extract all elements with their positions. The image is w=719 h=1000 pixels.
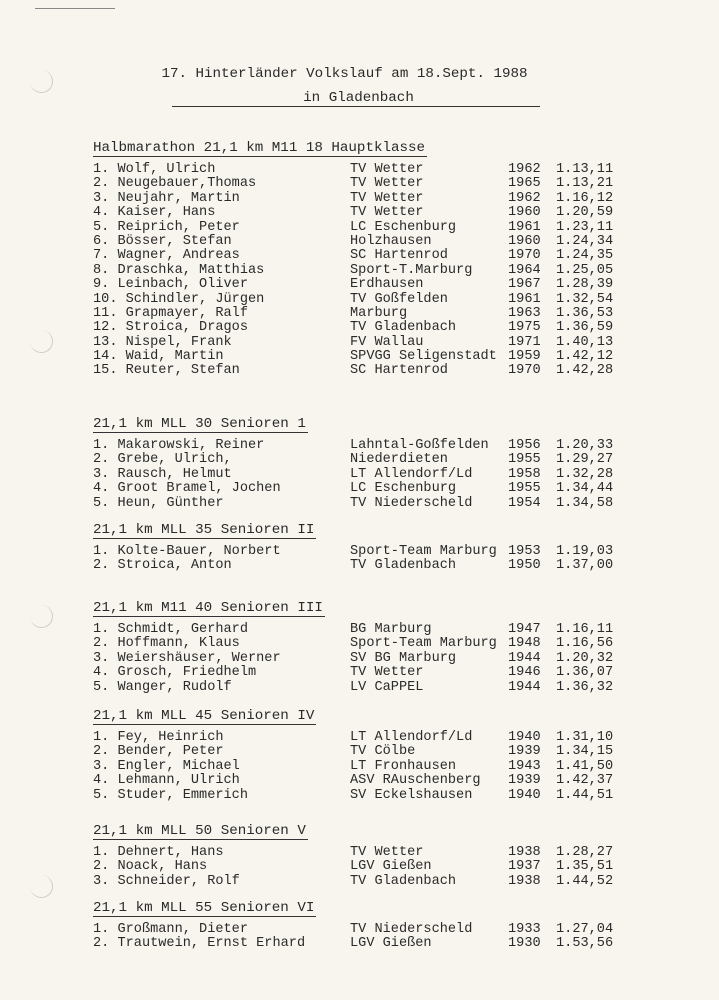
results-list bbox=[93, 439, 653, 511]
result-row bbox=[93, 760, 653, 774]
result-row bbox=[93, 652, 653, 666]
section-heading: 21,1 km MLL 55 Senioren VI bbox=[93, 900, 315, 916]
runner-name: 1. Schmidt, Gerhard bbox=[93, 622, 248, 637]
result-row bbox=[93, 468, 653, 482]
birth-year: 1940 bbox=[508, 730, 541, 745]
result-section bbox=[93, 414, 653, 511]
result-row bbox=[93, 163, 653, 177]
club-name: LT Allendorf/Ld bbox=[350, 730, 473, 745]
birth-year: 1971 bbox=[508, 334, 541, 350]
section-heading: Halbmarathon 21,1 km M11 18 Hauptklasse bbox=[93, 140, 426, 156]
club-name: FV Wallau bbox=[350, 334, 424, 350]
birth-year: 1961 bbox=[508, 219, 541, 235]
runner-name: 5. Wanger, Rudolf bbox=[93, 679, 232, 695]
result-row bbox=[93, 923, 653, 937]
finish-time: 1.20,32 bbox=[556, 650, 614, 666]
birth-year: 1944 bbox=[508, 679, 541, 695]
club-name: TV Wetter bbox=[350, 665, 424, 681]
finish-time: 1.36,53 bbox=[556, 305, 614, 321]
runner-name: 3. Weiershäuser, Werner bbox=[93, 650, 281, 666]
finish-time: 1.13,21 bbox=[556, 176, 614, 192]
result-section bbox=[93, 821, 653, 889]
birth-year: 1947 bbox=[508, 622, 541, 637]
section-heading: 21,1 km M11 40 Senioren III bbox=[93, 600, 323, 616]
birth-year: 1960 bbox=[508, 205, 541, 221]
birth-year: 1963 bbox=[508, 305, 541, 321]
runner-name: 2. Grebe, Ulrich, bbox=[93, 452, 232, 468]
results-list bbox=[93, 846, 653, 889]
birth-year: 1933 bbox=[508, 922, 541, 937]
birth-year: 1944 bbox=[508, 650, 541, 666]
birth-year: 1955 bbox=[508, 452, 541, 468]
section-heading: 21,1 km MLL 30 Senioren 1 bbox=[93, 416, 306, 432]
runner-name: 1. Fey, Heinrich bbox=[93, 730, 224, 745]
club-name: ASV RAuschenberg bbox=[350, 773, 481, 789]
finish-time: 1.34,58 bbox=[556, 495, 614, 511]
birth-year: 1962 bbox=[508, 162, 541, 177]
birth-year: 1956 bbox=[508, 438, 541, 453]
club-name: Erdhausen bbox=[350, 277, 424, 293]
club-name: TV Wetter bbox=[350, 162, 424, 177]
result-row bbox=[93, 789, 653, 803]
runner-name: 3. Neujahr, Martin bbox=[93, 190, 240, 206]
birth-year: 1975 bbox=[508, 320, 541, 336]
runner-name: 5. Heun, Günther bbox=[93, 495, 224, 511]
result-row bbox=[93, 774, 653, 788]
finish-time: 1.36,07 bbox=[556, 665, 614, 681]
birth-year: 1938 bbox=[508, 873, 541, 889]
birth-year: 1959 bbox=[508, 349, 541, 365]
result-row bbox=[93, 278, 653, 292]
result-row bbox=[93, 860, 653, 874]
runner-name: 2. Trautwein, Ernst Erhard bbox=[93, 936, 306, 952]
section-heading: 21,1 km MLL 35 Senioren II bbox=[93, 522, 315, 538]
runner-name: 5. Reiprich, Peter bbox=[93, 219, 240, 235]
birth-year: 1962 bbox=[508, 190, 541, 206]
birth-year: 1937 bbox=[508, 859, 541, 875]
finish-time: 1.44,52 bbox=[556, 873, 614, 889]
club-name: SV BG Marburg bbox=[350, 650, 457, 666]
club-name: LC Eschenburg bbox=[350, 481, 457, 497]
finish-time: 1.40,13 bbox=[556, 334, 614, 350]
runner-name: 3. Rausch, Helmut bbox=[93, 466, 232, 482]
runner-name: 11. Grapmayer, Ralf bbox=[93, 305, 248, 321]
club-name: Sport-T.Marburg bbox=[350, 262, 473, 278]
birth-year: 1955 bbox=[508, 481, 541, 497]
finish-time: 1.36,32 bbox=[556, 679, 614, 695]
birth-year: 1948 bbox=[508, 636, 541, 652]
result-row bbox=[93, 937, 653, 951]
club-name: Niederdieten bbox=[350, 452, 448, 468]
finish-time: 1.44,51 bbox=[556, 787, 614, 803]
club-name: SC Hartenrod bbox=[350, 248, 448, 264]
club-name: Marburg bbox=[350, 305, 408, 321]
runner-name: 2. Bender, Peter bbox=[93, 744, 224, 760]
birth-year: 1970 bbox=[508, 363, 541, 379]
finish-time: 1.20,33 bbox=[556, 438, 614, 453]
club-name: Lahntal-Goßfelden bbox=[350, 438, 489, 453]
result-row bbox=[93, 206, 653, 220]
runner-name: 4. Groot Bramel, Jochen bbox=[93, 481, 281, 497]
finish-time: 1.28,27 bbox=[556, 845, 614, 860]
club-name: SV Eckelshausen bbox=[350, 787, 473, 803]
runner-name: 4. Lehmann, Ulrich bbox=[93, 773, 240, 789]
finish-time: 1.35,51 bbox=[556, 859, 614, 875]
result-row bbox=[93, 453, 653, 467]
club-name: TV Cölbe bbox=[350, 744, 416, 760]
runner-name: 3. Engler, Michael bbox=[93, 758, 240, 774]
runner-name: 2. Stroica, Anton bbox=[93, 558, 232, 574]
birth-year: 1954 bbox=[508, 495, 541, 511]
finish-time: 1.36,59 bbox=[556, 320, 614, 336]
result-section bbox=[93, 598, 653, 695]
section-heading: 21,1 km MLL 45 Senioren IV bbox=[93, 708, 315, 724]
runner-name: 1. Großmann, Dieter bbox=[93, 922, 248, 937]
title-underline bbox=[172, 106, 540, 107]
finish-time: 1.41,50 bbox=[556, 758, 614, 774]
punch-hole-mark bbox=[30, 605, 53, 628]
result-row bbox=[93, 681, 653, 695]
runner-name: 2. Neugebauer,Thomas bbox=[93, 176, 257, 192]
birth-year: 1960 bbox=[508, 233, 541, 249]
club-name: TV Niederscheld bbox=[350, 495, 473, 511]
result-row bbox=[93, 177, 653, 191]
result-row bbox=[93, 293, 653, 307]
runner-name: 6. Bösser, Stefan bbox=[93, 233, 232, 249]
club-name: LC Eschenburg bbox=[350, 219, 457, 235]
finish-time: 1.19,03 bbox=[556, 544, 614, 559]
birth-year: 1970 bbox=[508, 248, 541, 264]
finish-time: 1.34,44 bbox=[556, 481, 614, 497]
finish-time: 1.42,28 bbox=[556, 363, 614, 379]
result-row bbox=[93, 731, 653, 745]
result-row bbox=[93, 350, 653, 364]
result-row bbox=[93, 321, 653, 335]
runner-name: 12. Stroica, Dragos bbox=[93, 320, 248, 336]
result-row bbox=[93, 497, 653, 511]
result-row bbox=[93, 623, 653, 637]
birth-year: 1961 bbox=[508, 291, 541, 307]
club-name: LV CaPPEL bbox=[350, 679, 424, 695]
result-row bbox=[93, 637, 653, 651]
finish-time: 1.25,05 bbox=[556, 262, 614, 278]
runner-name: 9. Leinbach, Oliver bbox=[93, 277, 248, 293]
runner-name: 2. Noack, Hans bbox=[93, 859, 208, 875]
results-list bbox=[93, 731, 653, 803]
birth-year: 1943 bbox=[508, 758, 541, 774]
finish-time: 1.16,11 bbox=[556, 622, 614, 637]
result-row bbox=[93, 364, 653, 378]
finish-time: 1.53,56 bbox=[556, 936, 614, 952]
document-subtitle: in Gladenbach bbox=[303, 90, 414, 106]
runner-name: 2. Hoffmann, Klaus bbox=[93, 636, 240, 652]
runner-name: 7. Wagner, Andreas bbox=[93, 248, 240, 264]
finish-time: 1.42,12 bbox=[556, 349, 614, 365]
birth-year: 1967 bbox=[508, 277, 541, 293]
finish-time: 1.32,54 bbox=[556, 291, 614, 307]
club-name: TV Wetter bbox=[350, 190, 424, 206]
result-section bbox=[93, 138, 653, 379]
result-section bbox=[93, 898, 653, 952]
results-list bbox=[93, 623, 653, 695]
result-row bbox=[93, 249, 653, 263]
runner-name: 1. Kolte-Bauer, Norbert bbox=[93, 544, 281, 559]
birth-year: 1953 bbox=[508, 544, 541, 559]
finish-time: 1.29,27 bbox=[556, 452, 614, 468]
runner-name: 14. Waid, Martin bbox=[93, 349, 224, 365]
runner-name: 4. Grosch, Friedhelm bbox=[93, 665, 257, 681]
result-row bbox=[93, 482, 653, 496]
runner-name: 1. Wolf, Ulrich bbox=[93, 162, 216, 177]
result-row bbox=[93, 559, 653, 573]
birth-year: 1958 bbox=[508, 466, 541, 482]
result-row bbox=[93, 875, 653, 889]
club-name: SC Hartenrod bbox=[350, 363, 448, 379]
birth-year: 1950 bbox=[508, 558, 541, 574]
club-name: TV Wetter bbox=[350, 205, 424, 221]
finish-time: 1.16,56 bbox=[556, 636, 614, 652]
club-name: LT Allendorf/Ld bbox=[350, 466, 473, 482]
results-list bbox=[93, 163, 653, 379]
result-row bbox=[93, 307, 653, 321]
result-row bbox=[93, 221, 653, 235]
result-section bbox=[93, 706, 653, 803]
runner-name: 1. Dehnert, Hans bbox=[93, 845, 224, 860]
club-name: TV Niederscheld bbox=[350, 922, 473, 937]
birth-year: 1964 bbox=[508, 262, 541, 278]
finish-time: 1.24,34 bbox=[556, 233, 614, 249]
club-name: Sport-Team Marburg bbox=[350, 636, 497, 652]
result-row bbox=[93, 264, 653, 278]
scan-mark bbox=[35, 8, 115, 9]
club-name: SPVGG Seligenstadt bbox=[350, 349, 497, 365]
runner-name: 8. Draschka, Matthias bbox=[93, 262, 265, 278]
runner-name: 5. Studer, Emmerich bbox=[93, 787, 248, 803]
runner-name: 1. Makarowski, Reiner bbox=[93, 438, 265, 453]
results-list bbox=[93, 923, 653, 952]
result-row bbox=[93, 846, 653, 860]
club-name: Sport-Team Marburg bbox=[350, 544, 497, 559]
result-row bbox=[93, 439, 653, 453]
birth-year: 1939 bbox=[508, 773, 541, 789]
finish-time: 1.20,59 bbox=[556, 205, 614, 221]
result-row bbox=[93, 336, 653, 350]
birth-year: 1930 bbox=[508, 936, 541, 952]
club-name: LT Fronhausen bbox=[350, 758, 457, 774]
section-heading: 21,1 km MLL 50 Senioren V bbox=[93, 823, 306, 839]
club-name: TV Gladenbach bbox=[350, 873, 457, 889]
finish-time: 1.16,12 bbox=[556, 190, 614, 206]
finish-time: 1.24,35 bbox=[556, 248, 614, 264]
runner-name: 4. Kaiser, Hans bbox=[93, 205, 216, 221]
club-name: BG Marburg bbox=[350, 622, 432, 637]
club-name: TV Wetter bbox=[350, 176, 424, 192]
club-name: TV Gladenbach bbox=[350, 558, 457, 574]
finish-time: 1.27,04 bbox=[556, 922, 614, 937]
birth-year: 1940 bbox=[508, 787, 541, 803]
runner-name: 3. Schneider, Rolf bbox=[93, 873, 240, 889]
punch-hole-mark bbox=[30, 330, 53, 353]
result-row bbox=[93, 545, 653, 559]
club-name: LGV Gießen bbox=[350, 936, 432, 952]
runner-name: 10. Schindler, Jürgen bbox=[93, 291, 265, 307]
result-row bbox=[93, 666, 653, 680]
punch-hole-mark bbox=[30, 875, 53, 898]
club-name: LGV Gießen bbox=[350, 859, 432, 875]
club-name: TV Gladenbach bbox=[350, 320, 457, 336]
finish-time: 1.37,00 bbox=[556, 558, 614, 574]
finish-time: 1.42,37 bbox=[556, 773, 614, 789]
finish-time: 1.28,39 bbox=[556, 277, 614, 293]
club-name: TV Wetter bbox=[350, 845, 424, 860]
runner-name: 15. Reuter, Stefan bbox=[93, 363, 240, 379]
birth-year: 1946 bbox=[508, 665, 541, 681]
birth-year: 1938 bbox=[508, 845, 541, 860]
results-list bbox=[93, 545, 653, 574]
result-row bbox=[93, 192, 653, 206]
club-name: Holzhausen bbox=[350, 233, 432, 249]
result-row bbox=[93, 745, 653, 759]
finish-time: 1.23,11 bbox=[556, 219, 614, 235]
result-row bbox=[93, 235, 653, 249]
birth-year: 1965 bbox=[508, 176, 541, 192]
result-section bbox=[93, 520, 653, 574]
finish-time: 1.34,15 bbox=[556, 744, 614, 760]
birth-year: 1939 bbox=[508, 744, 541, 760]
finish-time: 1.31,10 bbox=[556, 730, 614, 745]
finish-time: 1.32,28 bbox=[556, 466, 614, 482]
runner-name: 13. Nispel, Frank bbox=[93, 334, 232, 350]
document-title: 17. Hinterländer Volkslauf am 18.Sept. 1988 bbox=[161, 66, 528, 82]
finish-time: 1.13,11 bbox=[556, 162, 614, 177]
club-name: TV Goßfelden bbox=[350, 291, 448, 307]
